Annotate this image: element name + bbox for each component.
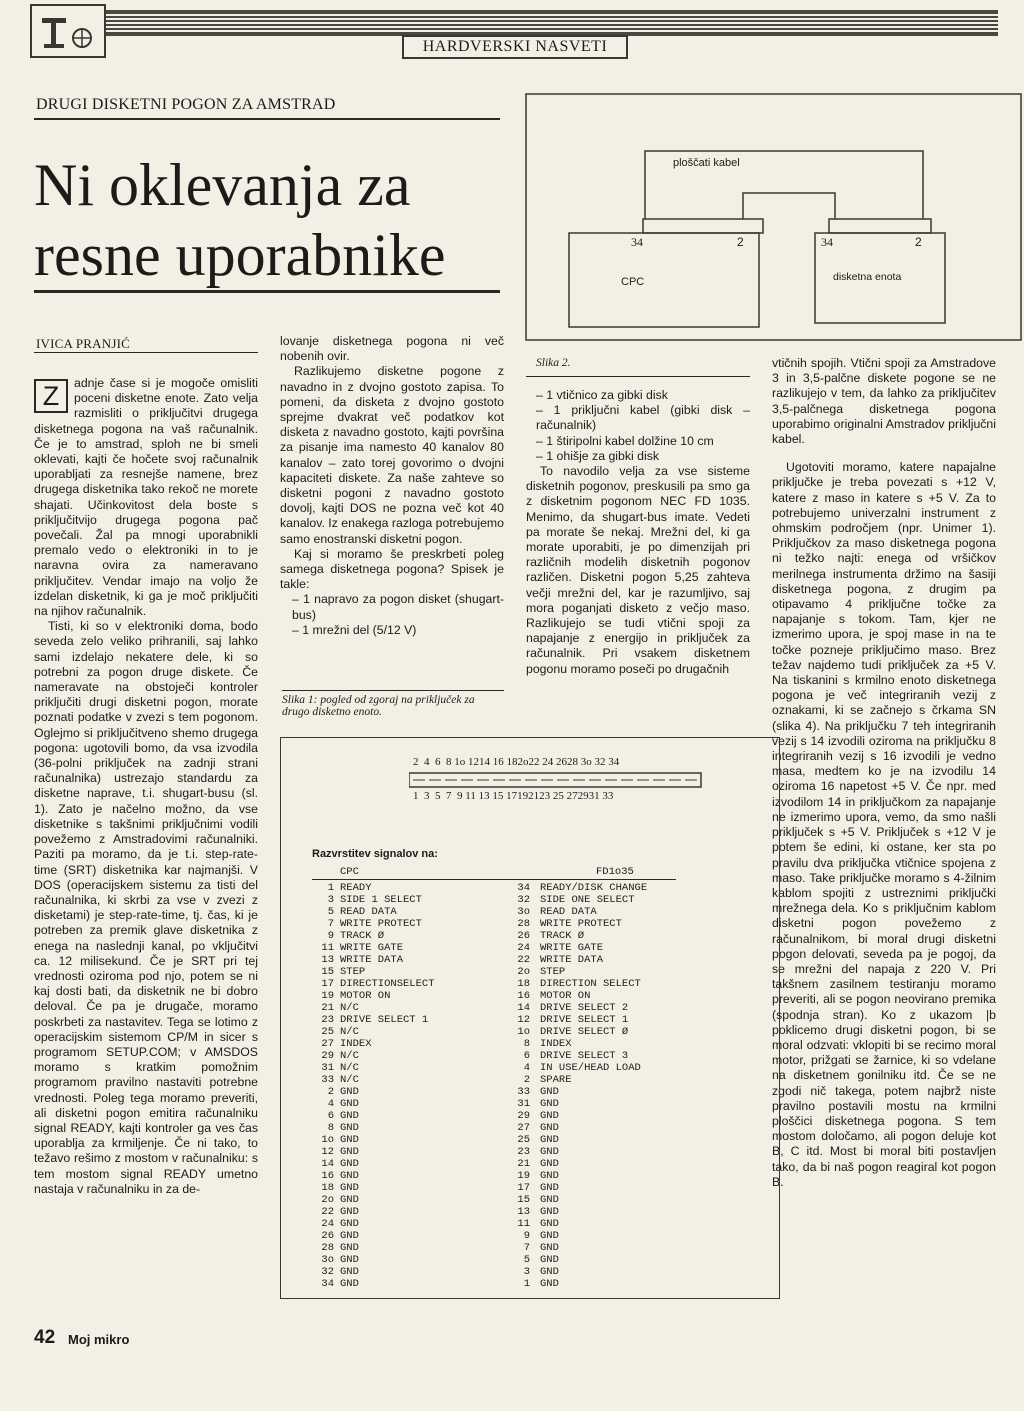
fd-pin-cell: 13: [517, 1206, 530, 1218]
col4-paragraph-1: vtičnih spojih. Vtični spoji za Amstradove 3 in 3,5-palčne diskete pogone se ne razlikujejo v tem, da lahko za priključitev 3,5-palčnega disketnega pogona uporabimo originalni Amstradov priključni kabel.: [772, 356, 996, 447]
table-row: [312, 1230, 692, 1242]
cpc-signal-cell: DIRECTIONSELECT: [340, 978, 435, 990]
cpc-pin-cell: 12: [321, 1146, 334, 1158]
table-row: [312, 918, 692, 930]
fd-signal-cell: GND: [540, 1194, 559, 1206]
fd-signal-cell: DRIVE SELECT 1: [540, 1014, 629, 1026]
fd-pin-cell: 33: [517, 1086, 530, 1098]
fd-signal-cell: GND: [540, 1122, 559, 1134]
cpc-pin-cell: 7: [327, 918, 334, 930]
caption2-rule: [526, 376, 750, 377]
cpc-signal-cell: GND: [340, 1158, 359, 1170]
cpc-signal-cell: GND: [340, 1086, 359, 1098]
table-row: [312, 1254, 692, 1266]
col2-list: [280, 592, 504, 638]
cpc-pin-cell: 19: [321, 990, 334, 1002]
fd-pin-cell: 1: [523, 1278, 530, 1290]
cpc-signal-cell: GND: [340, 1230, 359, 1242]
table-row: [312, 882, 692, 894]
table-row: [312, 930, 692, 942]
cpc-pin-cell: 16: [321, 1170, 334, 1182]
cpc-pin-cell: 24: [321, 1218, 334, 1230]
section-label: HARDVERSKI NASVETI: [402, 35, 628, 59]
table-row: [312, 894, 692, 906]
fd-pin-cell: 11: [517, 1218, 530, 1230]
cpc-signal-cell: GND: [340, 1206, 359, 1218]
cpc-pin-cell: 1o: [321, 1134, 334, 1146]
cpc-signal-cell: WRITE GATE: [340, 942, 404, 954]
col2-paragraph-2: Razlikujemo disketne pogone z navadno in z dvojno gostoto zapisa. To pomeni, da disketa z dvojno gostoto sprejme dvakrat več podatkov kot disketa z navadno gostoto, kajti površina za pisanje ima namesto 40 kanalov 80 kanalov – zato torej govorimo o dvojni kapaciteti diskete. Za naše zahteve so disketni pogoni z navadno gostoto dovolj, kajti DOS ne pozna več kot 40 kanalov. Iz enakega razloga potrebujemo samo enostranski disketni pogon.: [280, 364, 504, 546]
cpc-pin-cell: 2o: [321, 1194, 334, 1206]
fd-signal-cell: GND: [540, 1278, 559, 1290]
table-row: [312, 1218, 692, 1230]
magazine-name: Moj mikro: [68, 1332, 130, 1347]
col4-paragraph-2: Ugotoviti moramo, katere napajalne priključke je treba povezati s +12 V, katere z maso in katere s +5 V. Za to potrebujemo univerzalni instrument z ohmskim področjem (npr. Unimer 1). Priključkov za maso disketnega pogona ni težko najti: enega od vršičkov merilnega instrumenta držimo na šasiji disketnega pogona, z drugim pa otipavamo 4 priključne točke za napajanje s tokom. Tam, kjer ne izmerimo upora, je spoj mase in na te točke pozneje priključimo maso. Brez težav najdemo tudi priključek za +5 V. Na tiskanini s krmilno enoto disketnega pogona je več integriranih vezij z oznakami, ki se začnejo s črkama SN (slika 4). Na priključku 7 teh integriranih vezij s 14 izvodili oziroma na priključku 8 integriranih vezij s 16 izvodili je vedno masa, medtem ko je na izvodilu 14 oziroma 16 napetost +5 V. Če npr. med izvodilom 14 in priključkom za napajanje ne izmerimo upora, vemo, da smo našli priključek s +5 V. Priključek s +12 V je potem še edini, ki ostane, ker sta po pravilu dva priključka vtičnice spojena z maso. Take priključke moramo s 4-žilnim kablom spojiti z ustreznimi priključki mrežnega dela. Ko s priključnim kablom disketni pogon povežemo z računalnikom, bi moral drugi disketni pogon delovati, seveda pa je pogoj, da se mrežni del napaja z 220 V. Pri takšnem zasilnem testiranju moramo preveriti, ali se pogon neovirano premika (spodnja stran). Ko z ukazom |b poklicemo drugi disketni pogon, bi se moral odzvati: vklopiti bi se recimo moral motor, prižgati se žarnice, ki so vdelane na disketnem gonilniku itd. Če se ne zgodi nič takega, potem najbrž niste pravilno postavili mostu na krmilni ploščici disketnega pogona. S tem mostom določamo, ali pogon deluje kot B, C itd. Most bi moral biti postavljen tako, da bi naš pogon reagiral kot pogon B.: [772, 460, 996, 1189]
kicker-rule: [34, 118, 500, 120]
fd-signal-cell: DRIVE SELECT 3: [540, 1050, 629, 1062]
fd-pin-cell: 7: [523, 1242, 530, 1254]
fd-signal-cell: TRACK Ø: [540, 930, 585, 942]
fd-pin-cell: 3: [523, 1266, 530, 1278]
cpc-pin-cell: 23: [321, 1014, 334, 1026]
fd-pin-cell: 4: [523, 1062, 530, 1074]
fd-signal-cell: DRIVE SELECT Ø: [540, 1026, 629, 1038]
list-item: – 1 ohišje za gibki disk: [536, 448, 660, 463]
headline: Ni oklevanja za resne uporabnike: [34, 152, 446, 288]
fd-signal-cell: INDEX: [540, 1038, 572, 1050]
table-row: [312, 1050, 692, 1062]
figure-2-caption: Slika 2.: [536, 357, 571, 369]
cpc-signal-cell: INDEX: [340, 1038, 372, 1050]
cpc-signal-cell: N/C: [340, 1050, 359, 1062]
fd-pin-cell: 3o: [517, 906, 530, 918]
cpc-pin-cell: 34: [321, 1278, 334, 1290]
drive-pin-right: 2: [915, 235, 922, 249]
fd-signal-cell: GND: [540, 1110, 559, 1122]
bottom-pin-numbers: 1 3 5 7 9 11 13 15 17192123 25 272931 33: [413, 790, 614, 802]
column-4: [772, 356, 996, 1190]
signals-title: Razvrstitev signalov na:: [312, 848, 438, 860]
table-row: [312, 1146, 692, 1158]
table-row: [312, 1014, 692, 1026]
drive-label: disketna enota: [833, 271, 902, 283]
fd-pin-cell: 16: [517, 990, 530, 1002]
fd-pin-cell: 27: [517, 1122, 530, 1134]
cpc-pin-cell: 15: [321, 966, 334, 978]
cpc-pin-cell: 4: [327, 1098, 334, 1110]
fd-signal-cell: STEP: [540, 966, 566, 978]
cpc-signal-cell: GND: [340, 1266, 359, 1278]
cpc-pin-cell: 13: [321, 954, 334, 966]
fd-signal-cell: GND: [540, 1086, 559, 1098]
cpc-pin-cell: 2: [327, 1086, 334, 1098]
fd-signal-cell: IN USE/HEAD LOAD: [540, 1062, 641, 1074]
cpc-signal-cell: GND: [340, 1134, 359, 1146]
fd-pin-cell: 9: [523, 1230, 530, 1242]
list-item: – 1 priključni kabel (gibki disk – računalnik): [536, 403, 750, 433]
table-row: [312, 1110, 692, 1122]
fd-signal-cell: READY/DISK CHANGE: [540, 882, 648, 894]
cpc-signal-cell: N/C: [340, 1062, 359, 1074]
cpc-pin-cell: 3o: [321, 1254, 334, 1266]
fd-signal-cell: MOTOR ON: [540, 990, 591, 1002]
cpc-pin-cell: 22: [321, 1206, 334, 1218]
cpc-pin-cell: 8: [327, 1122, 334, 1134]
fd-pin-cell: 28: [517, 918, 530, 930]
col1-paragraph-1: adnje čase si je mogoče omisliti poceni disketne enote. Zato velja razmisliti o priključitvi drugega disketnega pogona na vaš računalnik. Če je to amstrad, sploh ne bi smeli oklevati, kajti če hočete svoj računalnik uporabljati za resnejše namene, brez drugega disketnika tako rekoč ne morete shajati. Učinkovitost dela boste s priključitvijo drugega pogona pač povečali. Žal pa mnogi uporabnikli premalo vedo o elektroniki in to je naravna ovira za nameravano priključitev. Vendar imajo na voljo že izdelan disketnik, ki ga je moč priključiti na njihov računalnik.: [34, 376, 258, 619]
fd-signal-cell: GND: [540, 1134, 559, 1146]
fd-signal-cell: GND: [540, 1098, 559, 1110]
col3-paragraph-1: To navodilo velja za vse sisteme disketnih pogonov, preskusili pa smo ga z disketnim pogonom NEC FD 1035. Menimo, da shugart-bus imate. Vedeti pa morate še nekaj. Mrežni del, ki ga morate uporabiti, je po dimenzijah pri različnih modelih disketnih pogonov različen. Disketni pogon 5,25 zahteva večji mrežni del, kar je razumljivo, saj mora poganjati disketo z večjo maso. Razlikujejo se tudi vtični spoji za napajanje z energijo in priključek za računalnik. Pri vsakem disketnem pogonu moramo poseči po drugačnih: [526, 464, 750, 676]
table-row: [312, 1158, 692, 1170]
cpc-pin-cell: 33: [321, 1074, 334, 1086]
cpc-signal-cell: GND: [340, 1278, 359, 1290]
fd-signal-cell: GND: [540, 1218, 559, 1230]
cpc-pin-cell: 31: [321, 1062, 334, 1074]
table-row: [312, 1206, 692, 1218]
fd-pin-cell: 18: [517, 978, 530, 990]
cpc-signal-cell: WRITE DATA: [340, 954, 404, 966]
fd-signal-cell: GND: [540, 1206, 559, 1218]
col2-paragraph-1: lovanje disketnega pogona ni več nobenih ovir.: [280, 334, 504, 364]
signal-table-rule: [312, 879, 676, 880]
cpc-pin-cell: 28: [321, 1242, 334, 1254]
table-row: [312, 1122, 692, 1134]
cpc-pin-cell: 18: [321, 1182, 334, 1194]
cpc-pin-cell: 21: [321, 1002, 334, 1014]
cpc-signal-cell: GND: [340, 1242, 359, 1254]
fd-pin-cell: 24: [517, 942, 530, 954]
table-row: [312, 1182, 692, 1194]
table-row: [312, 1002, 692, 1014]
author: IVICA PRANJIĆ: [36, 336, 130, 351]
table-row: [312, 1242, 692, 1254]
column-3: [526, 388, 750, 677]
table-row: [312, 1086, 692, 1098]
cpc-signal-cell: DRIVE SELECT 1: [340, 1014, 429, 1026]
cpc-signal-cell: MOTOR ON: [340, 990, 391, 1002]
figure-1-caption: Slika 1: pogled od zgoraj na priključek za drugo disketno enoto.: [282, 694, 475, 718]
cpc-signal-cell: N/C: [340, 1026, 359, 1038]
list-item: – 1 napravo za pogon disket (shugart-bus): [292, 592, 504, 622]
fd-pin-cell: 29: [517, 1110, 530, 1122]
fd-pin-cell: 19: [517, 1170, 530, 1182]
column-2: [280, 334, 504, 638]
kicker: DRUGI DISKETNI POGON ZA AMSTRAD: [36, 96, 336, 113]
cpc-pin-cell: 1: [327, 882, 334, 894]
fd-signal-cell: READ DATA: [540, 906, 597, 918]
fd-signal-cell: GND: [540, 1230, 559, 1242]
fd-pin-cell: 25: [517, 1134, 530, 1146]
fd-pin-cell: 2: [523, 1074, 530, 1086]
fd-pin-cell: 31: [517, 1098, 530, 1110]
cpc-pin-cell: 26: [321, 1230, 334, 1242]
fd-pin-cell: 14: [517, 1002, 530, 1014]
cpc-label: CPC: [621, 276, 645, 288]
figure-2-diagram: [525, 93, 1022, 341]
fd-pin-cell: 22: [517, 954, 530, 966]
cpc-pin-cell: 17: [321, 978, 334, 990]
cpc-pin-cell: 5: [327, 906, 334, 918]
cpc-pin-right: 2: [737, 235, 744, 249]
table-row: [312, 1278, 692, 1290]
cpc-signal-cell: READY: [340, 882, 372, 894]
author-rule: [34, 352, 258, 353]
table-row: [312, 906, 692, 918]
table-row: [312, 978, 692, 990]
signal-table: [312, 882, 692, 1290]
fd-pin-cell: 17: [517, 1182, 530, 1194]
cpc-signal-cell: N/C: [340, 1074, 359, 1086]
cpc-signal-cell: GND: [340, 1110, 359, 1122]
col1-paragraph-2: Tisti, ki so v elektroniki doma, bodo seveda zelo veliko prihranili, saj lahko sami izdelajo nekatere dele, ki so potrebni za pogon druge diskete. Če nameravate na obstoječi kontroler priključiti drugi disketni pogon, morate poznati podatke v zvezi s tem pogonom. Oglejmo si priključitveno shemo drugega pogona: ugotovili bomo, da vsa izvodila (36-polni priključek na zadnji strani računalnika) ustrezajo standardu za disketne naprave, t.i. shugart-busu (sl. 1). Zato je načelno možno, da vse disketnike s takšnimi priključnimi vodili povežemo z Amstradovimi računalniki. Paziti pa moramo, da je t.i. step-rate-time (SRT) disketnika kar najmanjši. V DOS (operacijskem sistemu za tisti del računalnika, ki skrbi za vse v zvezi z disketami) je step-rate-time, tj. čas, ki je potreben za premik glave disketnika z enega na naslednji kanal, po vključitvi ca. 12 milisekund. Če je SRT pri tej vrednosti oziroma pod njo, potem se ni kaj dosti bati, da disketnik ne bi dobro deloval. Če pa je drugače, moramo poskrbeti za nastavitev. Tega se lotimo z operacijskim sistemom CP/M in sicer s programom SETUP.COM; v AMSDOS moramo s kratkim pomožnim programom pravilno nastaviti potrebne vrednosti. Poleg tega moramo preveriti, ali disketni pogon emitira računalniku signal READY, kajti kontroler ga ves čas uporablja za krmiljenje. Če ni tako, to težavo rešimo z mostom v računalniku: s tem mostom signal READY umetno nastaja v računalniku in za de-: [34, 619, 258, 1196]
fd-signal-cell: GND: [540, 1254, 559, 1266]
fd-pin-cell: 15: [517, 1194, 530, 1206]
fd-signal-cell: WRITE GATE: [540, 942, 604, 954]
col2-paragraph-3: Kaj si moramo še preskrbeti poleg samega disketnega pogona? Spisek je takle:: [280, 546, 504, 592]
cpc-signal-cell: N/C: [340, 1002, 359, 1014]
table-row: [312, 1134, 692, 1146]
column-1: [34, 376, 258, 1197]
cpc-pin-cell: 11: [321, 942, 334, 954]
cpc-header: CPC: [340, 866, 359, 878]
cpc-pin-cell: 29: [321, 1050, 334, 1062]
fd-pin-cell: 34: [517, 882, 530, 894]
page-number: 42: [34, 1327, 56, 1348]
cpc-signal-cell: GND: [340, 1170, 359, 1182]
fd-pin-cell: 1o: [517, 1026, 530, 1038]
cpc-signal-cell: WRITE PROTECT: [340, 918, 422, 930]
list-item: – 1 vtičnico za gibki disk: [536, 388, 668, 402]
table-row: [312, 966, 692, 978]
fd-pin-cell: 8: [523, 1038, 530, 1050]
table-row: [312, 1266, 692, 1278]
table-row: [312, 1170, 692, 1182]
fd-pin-cell: 12: [517, 1014, 530, 1026]
fd1035-header: FD1o35: [596, 866, 634, 878]
tools-logo-icon: [30, 4, 106, 58]
dropcap: Z: [34, 379, 68, 413]
cpc-pin-cell: 3: [327, 894, 334, 906]
fd-pin-cell: 5: [523, 1254, 530, 1266]
fd-signal-cell: GND: [540, 1146, 559, 1158]
headline-rule: [34, 290, 500, 293]
cpc-signal-cell: GND: [340, 1098, 359, 1110]
table-row: [312, 1194, 692, 1206]
cpc-signal-cell: GND: [340, 1146, 359, 1158]
header-stripe-bar: [100, 10, 998, 36]
list-item: – 1 štiripolni kabel dolžine 10 cm: [536, 433, 714, 448]
fd-pin-cell: 26: [517, 930, 530, 942]
fd-signal-cell: WRITE DATA: [540, 954, 604, 966]
cpc-signal-cell: GND: [340, 1122, 359, 1134]
drive-pin-left: 34: [821, 235, 833, 249]
fd-signal-cell: DIRECTION SELECT: [540, 978, 641, 990]
table-row: [312, 990, 692, 1002]
cpc-pin-cell: 25: [321, 1026, 334, 1038]
cpc-signal-cell: GND: [340, 1218, 359, 1230]
col3-list: [526, 388, 750, 464]
fd-signal-cell: GND: [540, 1182, 559, 1194]
fd-signal-cell: WRITE PROTECT: [540, 918, 622, 930]
list-item: – 1 mrežni del (5/12 V): [292, 622, 417, 637]
table-row: [312, 1062, 692, 1074]
top-pin-numbers: 2 4 6 8 1o 1214 16 182o22 24 2628 3o 32 34: [413, 756, 620, 768]
cpc-signal-cell: GND: [340, 1254, 359, 1266]
table-row: [312, 1098, 692, 1110]
fd-pin-cell: 2o: [517, 966, 530, 978]
fd-signal-cell: SIDE ONE SELECT: [540, 894, 635, 906]
fd-signal-cell: GND: [540, 1242, 559, 1254]
caption1-rule: [282, 690, 504, 691]
cpc-signal-cell: TRACK Ø: [340, 930, 385, 942]
cpc-pin-cell: 14: [321, 1158, 334, 1170]
table-row: [312, 1026, 692, 1038]
cpc-pin-cell: 9: [327, 930, 334, 942]
cable-label: ploščati kabel: [673, 157, 740, 169]
table-row: [312, 942, 692, 954]
fd-pin-cell: 32: [517, 894, 530, 906]
cpc-pin-left: 34: [631, 235, 643, 249]
fd-signal-cell: GND: [540, 1266, 559, 1278]
cpc-pin-cell: 32: [321, 1266, 334, 1278]
cpc-signal-cell: SIDE 1 SELECT: [340, 894, 422, 906]
fd-signal-cell: DRIVE SELECT 2: [540, 1002, 629, 1014]
cpc-pin-cell: 27: [321, 1038, 334, 1050]
fd-signal-cell: SPARE: [540, 1074, 572, 1086]
fd-signal-cell: GND: [540, 1158, 559, 1170]
cpc-signal-cell: STEP: [340, 966, 366, 978]
cpc-signal-cell: READ DATA: [340, 906, 397, 918]
cpc-pin-cell: 6: [327, 1110, 334, 1122]
fd-pin-cell: 23: [517, 1146, 530, 1158]
fd-pin-cell: 21: [517, 1158, 530, 1170]
table-row: [312, 954, 692, 966]
cpc-signal-cell: GND: [340, 1194, 359, 1206]
cpc-signal-cell: GND: [340, 1182, 359, 1194]
table-row: [312, 1038, 692, 1050]
fd-signal-cell: GND: [540, 1170, 559, 1182]
fd-pin-cell: 6: [523, 1050, 530, 1062]
table-row: [312, 1074, 692, 1086]
